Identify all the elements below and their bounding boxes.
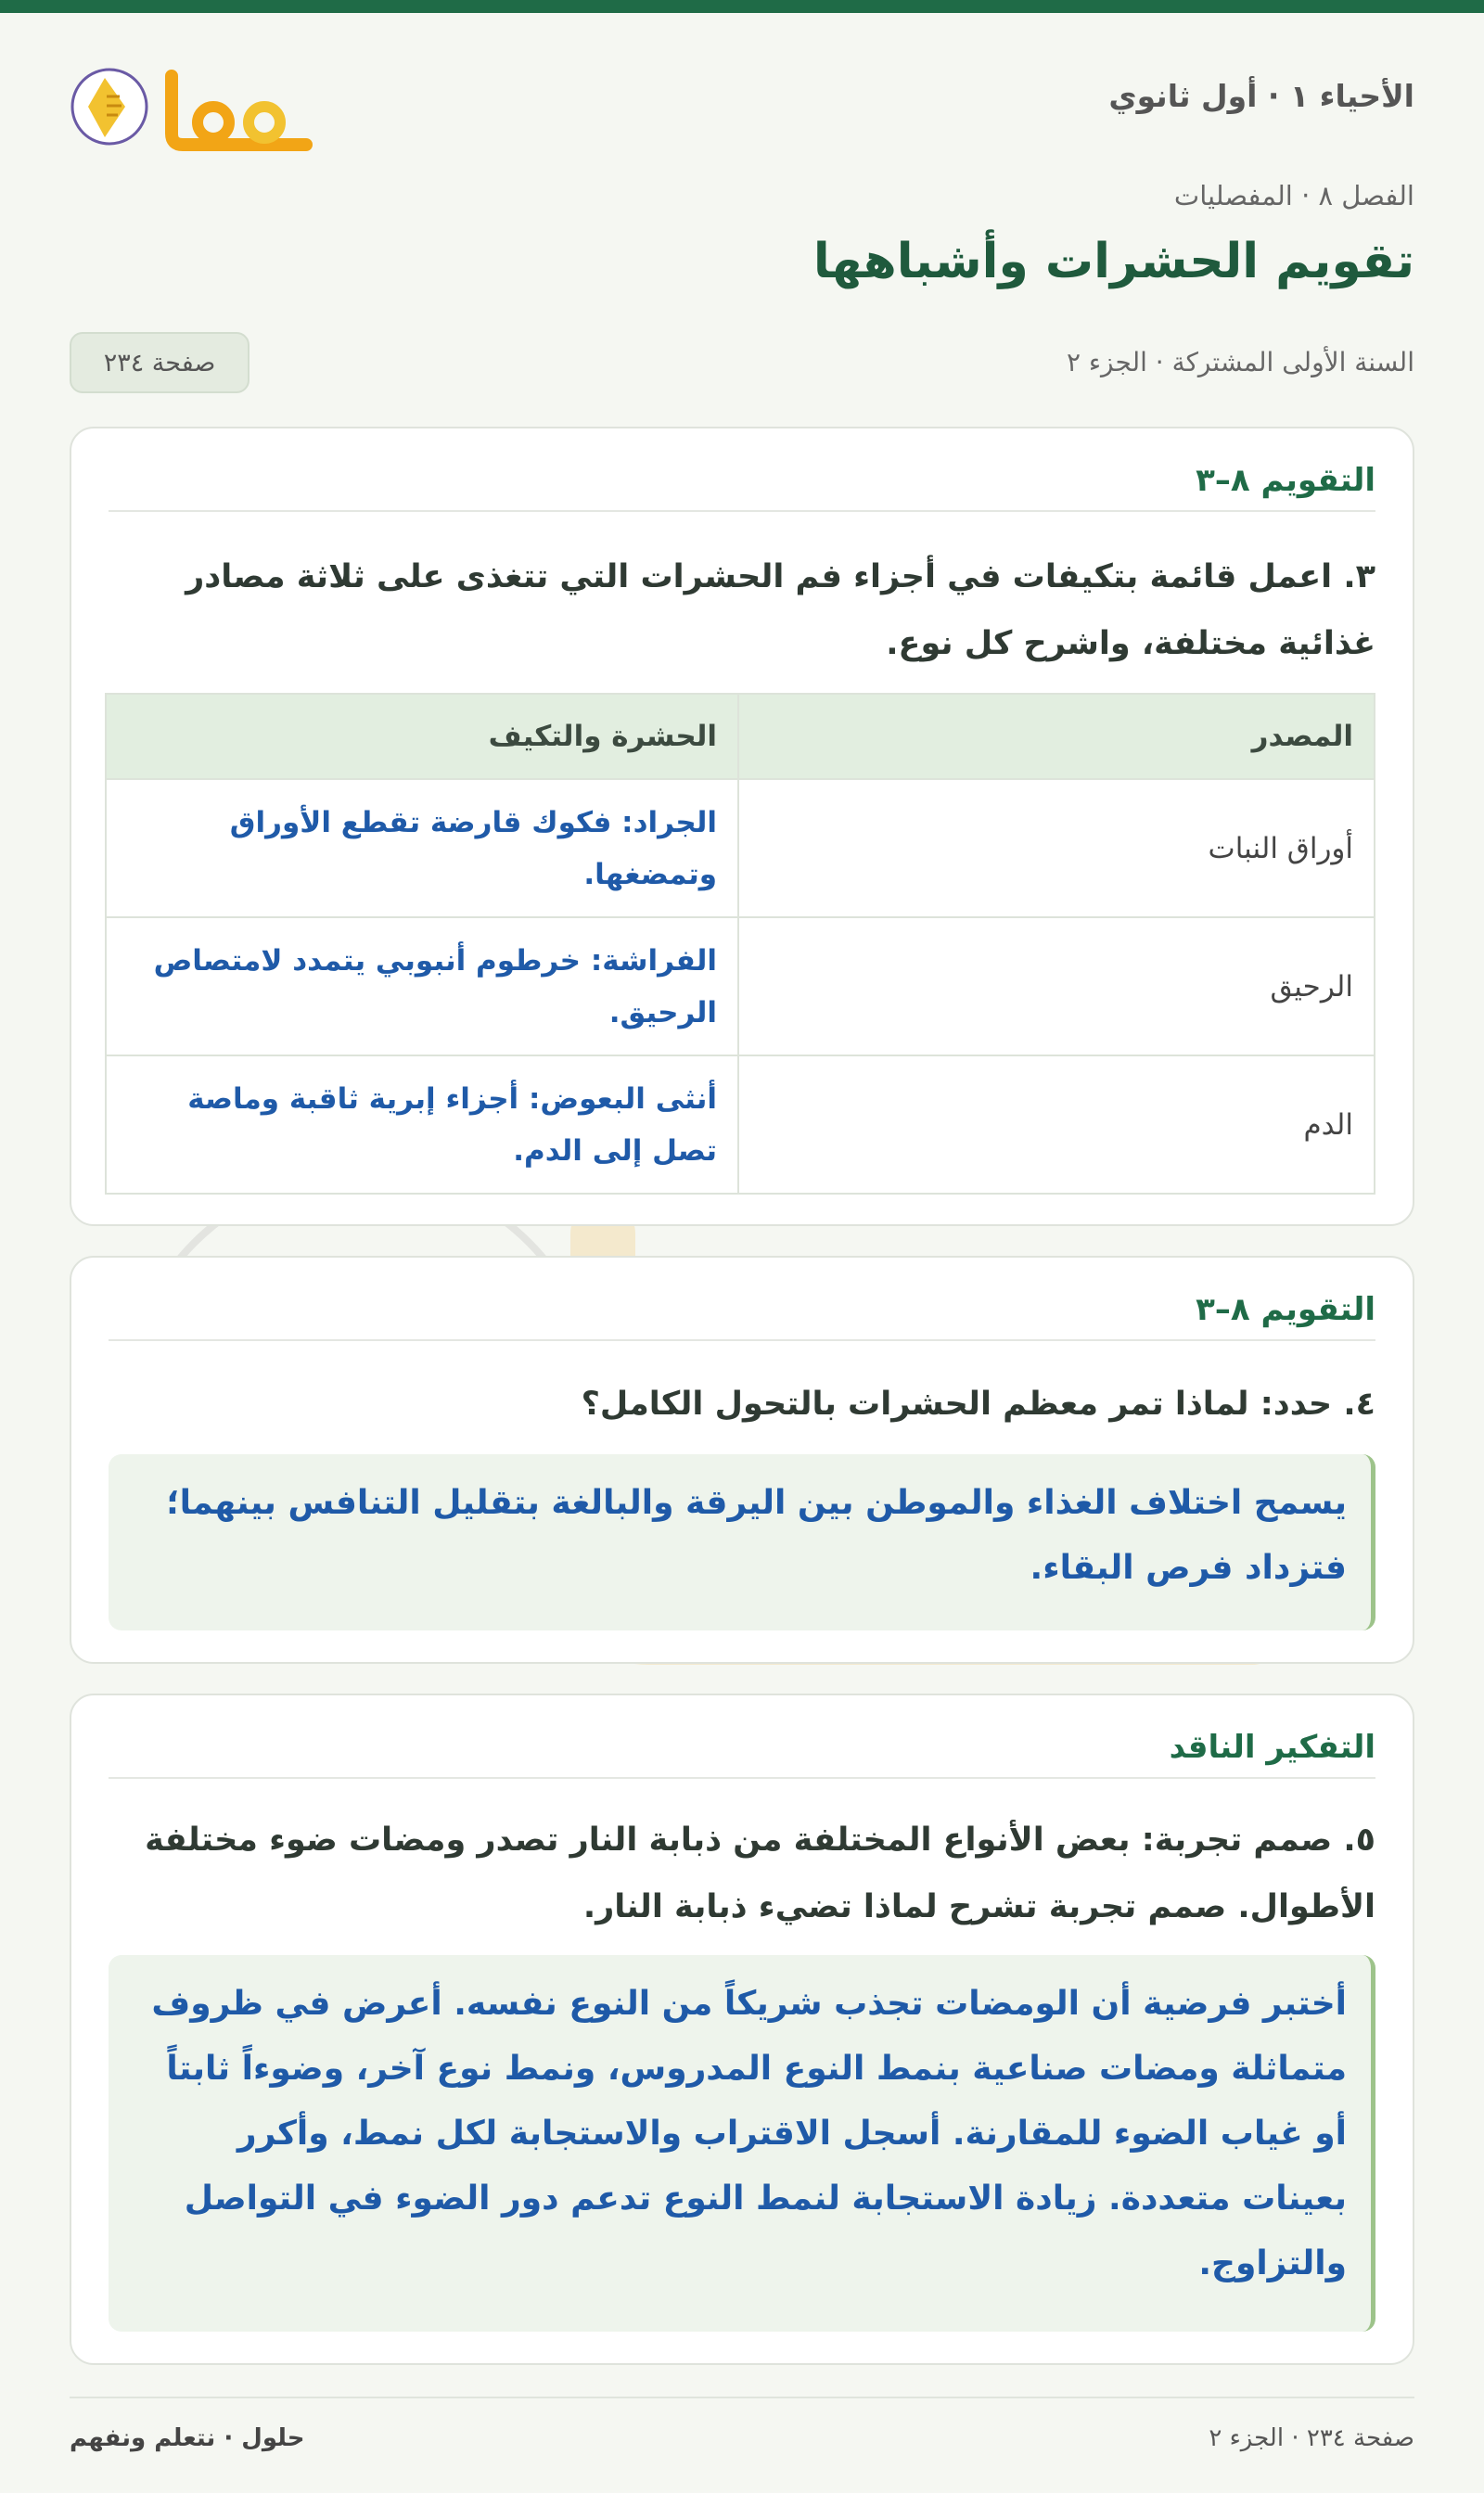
hulul-logo[interactable] bbox=[70, 65, 320, 167]
source-cell: أوراق النبات bbox=[738, 779, 1375, 917]
breadcrumb[interactable]: الفصل ٨ · المفصليات bbox=[1173, 180, 1414, 211]
footer-page-info: صفحة ٢٣٤ · الجزء ٢ bbox=[1209, 2424, 1414, 2452]
card-heading: التقويم ٨–٣ bbox=[109, 462, 1375, 512]
card-heading: التفكير الناقد bbox=[109, 1729, 1375, 1779]
card-critical-thinking-q5 bbox=[70, 1694, 1414, 2365]
subject-title: الأحياء ١ · أول ثانوي bbox=[1108, 78, 1414, 114]
table-row bbox=[106, 1055, 1375, 1194]
table-row bbox=[106, 779, 1375, 917]
adaptations-table bbox=[105, 693, 1375, 1195]
page-meta: السنة الأولى المشتركة · الجزء ٢ bbox=[1066, 347, 1414, 377]
column-header-source: المصدر bbox=[738, 694, 1375, 779]
card-assessment-q4 bbox=[70, 1256, 1414, 1664]
page-title: تقويم الحشرات وأشباهها bbox=[812, 234, 1414, 289]
top-accent-bar bbox=[0, 0, 1484, 13]
adaptation-cell: أنثى البعوض: أجزاء إبرية ثاقبة وماصة تصل إلى الدم. bbox=[106, 1055, 738, 1194]
footer-divider bbox=[70, 2397, 1414, 2398]
footer-brand: حلول · نتعلم ونفهم bbox=[70, 2424, 305, 2452]
question-text: ٥. صمم تجربة: بعض الأنواع المختلفة من ذبابة النار تصدر ومضات ضوء مختلفة الأطوال. صمم تجربة تشرح لماذا تضيء ذبابة النار. bbox=[145, 1822, 1375, 1925]
adaptation-cell: الجراد: فكوك قارضة تقطع الأوراق وتمضغها. bbox=[106, 779, 738, 917]
answer-box: أختبر فرضية أن الومضات تجذب شريكاً من النوع نفسه. أعرض في ظروف متماثلة ومضات صناعية بنمط النوع المدروس، ونمط نوع آخر، وضوءاً ثابتاً أو غياب الضوء للمقارنة. أسجل الاقتراب والاستجابة لكل نمط، وأكرر بعينات متعددة. زيادة الاستجابة لنمط النوع تدعم دور الضوء في التواصل والتزاوج. bbox=[109, 1955, 1375, 2332]
source-cell: الدم bbox=[738, 1055, 1375, 1194]
source-cell: الرحيق bbox=[738, 917, 1375, 1055]
table-header-row bbox=[106, 694, 1375, 779]
adaptation-cell: الفراشة: خرطوم أنبوبي يتمدد لامتصاص الرحيق. bbox=[106, 917, 738, 1055]
card-heading: التقويم ٨–٣ bbox=[109, 1291, 1375, 1341]
page-number-badge: صفحة ٢٣٤ bbox=[70, 332, 249, 393]
answer-box: يسمح اختلاف الغذاء والموطن بين اليرقة والبالغة بتقليل التنافس بينهما؛ فتزداد فرص البقاء. bbox=[109, 1454, 1375, 1630]
question-text: ٣. اعمل قائمة بتكيفات في أجزاء فم الحشرات التي تتغذى على ثلاثة مصادر غذائية مختلفة، واشرح كل نوع. bbox=[186, 558, 1375, 662]
table-row bbox=[106, 917, 1375, 1055]
card-assessment-q3 bbox=[70, 427, 1414, 1226]
column-header-adaptation: الحشرة والتكيف bbox=[106, 694, 738, 779]
page-header bbox=[70, 65, 1414, 176]
question-text: ٤. حدد: لماذا تمر معظم الحشرات بالتحول الكامل؟ bbox=[581, 1386, 1375, 1423]
